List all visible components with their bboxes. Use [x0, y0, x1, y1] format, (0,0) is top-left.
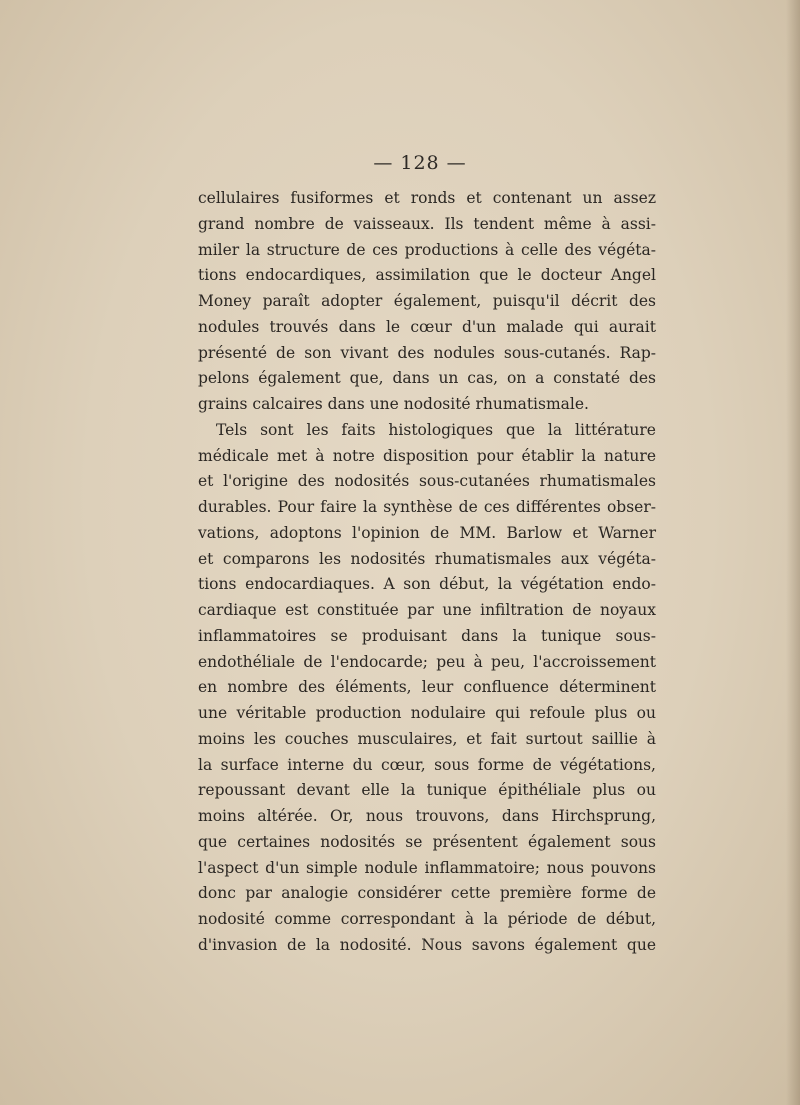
- text-line: grains calcaires dans une nodosité rhumatismale.: [198, 395, 589, 413]
- text-line: et l'origine des nodosités sous-cutanées rhumatismales: [198, 472, 656, 491]
- text-line: une véritable production nodulaire qui refoule plus ou: [198, 704, 656, 722]
- text-line: Money paraît adopter également, puisqu'il décrit des: [198, 292, 656, 310]
- text-line: présenté de son vivant des nodules sous-cutanés. Rap-: [198, 343, 656, 362]
- text-line: d'invasion de la nodosité. Nous savons également que: [198, 935, 656, 954]
- text-line: tions endocardiaques. A son début, la végétation endo-: [198, 575, 656, 594]
- text-line: moins altérée. Or, nous trouvons, dans Hirchsprung,: [198, 807, 656, 825]
- text-line: tions endocardiques, assimilation que le docteur Angel: [198, 266, 656, 285]
- text-line: miler la structure de ces productions à celle des végéta-: [198, 240, 656, 259]
- text-line: la surface interne du cœur, sous forme de végétations,: [198, 755, 656, 774]
- text-line: repoussant devant elle la tunique épithéliale plus ou: [198, 781, 656, 800]
- text-line: l'aspect d'un simple nodule inflammatoire; nous pouvons: [198, 858, 656, 877]
- text-line: donc par analogie considérer cette première forme de: [198, 884, 656, 903]
- text-line: Tels sont les faits histologiques que la littérature: [216, 420, 656, 439]
- text-line: moins les couches musculaires, et fait surtout saillie à: [198, 729, 656, 748]
- text-line: grand nombre de vaisseaux. Ils tendent même à assi-: [198, 214, 656, 233]
- text-line: en nombre des éléments, leur confluence déterminent: [198, 678, 656, 697]
- text-line: cellulaires fusiformes et ronds et contenant un assez: [198, 189, 656, 207]
- text-line: vations, adoptons l'opinion de MM. Barlow et Warner: [198, 523, 656, 542]
- page-number: — 128 —: [373, 152, 467, 174]
- text-line: nodules trouvés dans le cœur d'un malade qui aurait: [198, 317, 656, 336]
- body-text: [198, 186, 656, 959]
- text-line: médicale met à notre disposition pour établir la nature: [198, 446, 656, 465]
- text-line: pelons également que, dans un cas, on a constaté des: [198, 369, 656, 388]
- text-line: inflammatoires se produisant dans la tunique sous-: [198, 626, 656, 645]
- text-line: endothéliale de l'endocarde; peu à peu, l'accroissement: [198, 652, 656, 671]
- text-line: et comparons les nodosités rhumatismales aux végéta-: [198, 549, 656, 568]
- text-line: que certaines nodosités se présentent également sous: [198, 832, 656, 851]
- text-line: nodosité comme correspondant à la période de début,: [198, 910, 656, 928]
- text-line: cardiaque est constituée par une infiltration de noyaux: [198, 601, 656, 619]
- text-line: durables. Pour faire la synthèse de ces différentes obser-: [198, 498, 656, 516]
